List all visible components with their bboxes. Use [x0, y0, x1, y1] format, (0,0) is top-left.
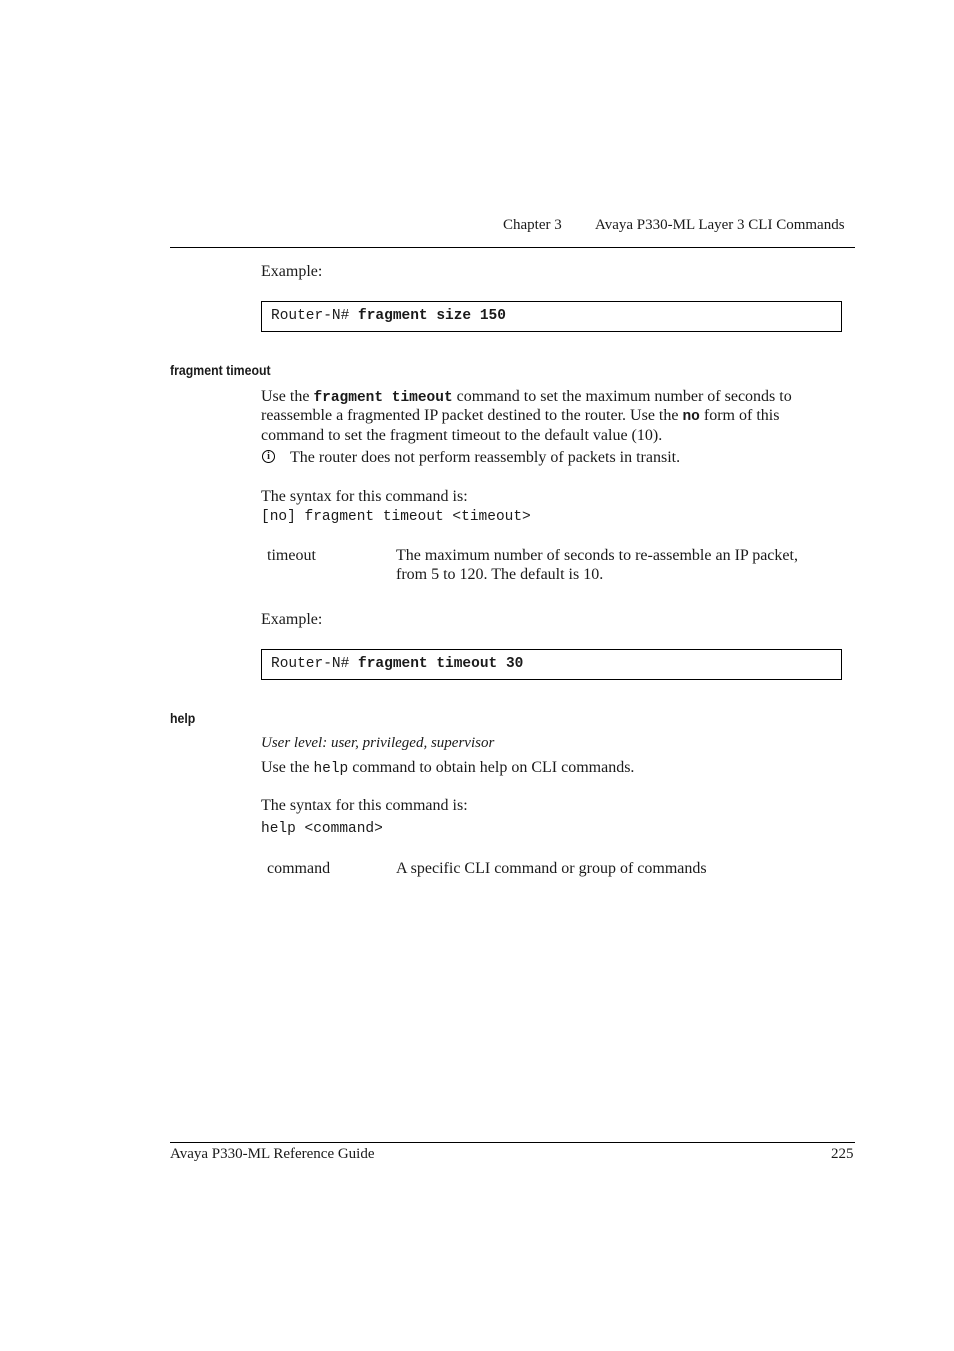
- note-text: The router does not perform reassembly of packets in transit.: [290, 449, 681, 466]
- parameter-description: from 5 to 120. The default is 10.: [396, 566, 604, 583]
- code-prompt: Router-N#: [271, 308, 359, 324]
- footer-title: Avaya P330-ML Reference Guide: [170, 1146, 375, 1162]
- text-run: command to obtain help on CLI commands.: [348, 759, 635, 776]
- code-command: fragment timeout 30: [358, 656, 524, 672]
- syntax-label: The syntax for this command is:: [261, 488, 468, 505]
- syntax-label: The syntax for this command is:: [261, 797, 468, 814]
- text-run: Use the: [261, 388, 314, 405]
- parameter-name: command: [267, 860, 331, 877]
- footer-rule: [170, 1142, 855, 1143]
- code-prompt: Router-N#: [271, 656, 359, 672]
- parameter-description: A specific CLI command or group of commands: [396, 860, 707, 877]
- inline-command: help: [313, 761, 349, 777]
- description-line-1: [261, 387, 792, 408]
- parameter-description: The maximum number of seconds to re-assemble an IP packet,: [396, 547, 798, 564]
- header-title: Avaya P330-ML Layer 3 CLI Commands: [595, 217, 845, 233]
- text-run: form of this: [699, 407, 780, 424]
- example-label: Example:: [261, 263, 323, 280]
- section-heading-fragment-timeout: fragment timeout: [170, 362, 271, 378]
- code-example-box: [261, 649, 842, 680]
- text-run: reassemble a fragmented IP packet destined to the router. Use the: [261, 407, 683, 424]
- header-chapter: Chapter 3: [503, 217, 562, 233]
- inline-command: no: [682, 409, 700, 425]
- section-heading-help: help: [170, 710, 196, 726]
- description-line-3: command to set the fragment timeout to the default value (10).: [261, 427, 663, 444]
- syntax-line: help <command>: [261, 821, 383, 837]
- user-level: User level: user, privileged, supervisor: [261, 735, 495, 751]
- help-description: [261, 758, 634, 779]
- text-run: Use the: [261, 759, 314, 776]
- text-run: command to set the maximum number of seconds to: [452, 388, 792, 405]
- inline-command: fragment timeout: [313, 390, 453, 406]
- header-rule: [170, 247, 855, 248]
- description-line-2: [261, 406, 779, 427]
- example-label: Example:: [261, 611, 323, 628]
- code-example-box: [261, 301, 842, 332]
- page-number: 225: [831, 1146, 854, 1162]
- code-command: fragment size 150: [358, 308, 506, 324]
- syntax-line: [no] fragment timeout <timeout>: [261, 509, 531, 525]
- info-icon: i: [262, 450, 275, 463]
- code-line: [271, 308, 506, 324]
- code-line: [271, 656, 523, 672]
- parameter-name: timeout: [267, 547, 316, 564]
